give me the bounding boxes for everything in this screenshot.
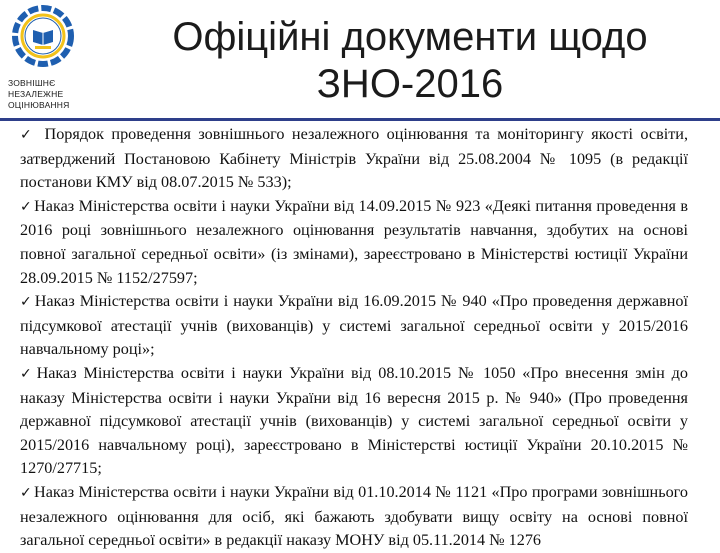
document-text: Наказ Міністерства освіти і науки України від 01.10.2014 № 1121 «Про програми зовнішнього незалежного оцінювання для осіб, які бажають здобувати вищу освіту на основі повної загальної середньої освіти» в редакції наказу МОНУ від 05.11.2014 № 1276	[20, 482, 688, 550]
checkmark-icon: ✓	[20, 365, 35, 382]
page-title	[130, 14, 690, 108]
header-divider	[0, 118, 720, 121]
logo-caption	[8, 78, 88, 111]
page-title-line: ЗНО-2016	[316, 62, 504, 106]
document-item	[20, 290, 688, 362]
document-item	[20, 195, 688, 290]
document-text: Наказ Міністерства освіти і науки України від 08.10.2015 № 1050 «Про внесення змін до наказу Міністерства освіти і науки України від 16 вересня 2015 р. № 940» (Про проведення державної підсумкової атестації учнів (вихованців) у системі загальної середньої освіти у 2015/2016 навчальному році), зареєстровано в Міністерстві юстиції України 20.10.2015 № 1270/27715;	[20, 363, 689, 478]
document-item	[20, 481, 688, 553]
document-text: Наказ Міністерства освіти і науки України від 14.09.2015 № 923 «Деякі питання проведення в 2016 році зовнішнього незалежного оцінювання результатів навчання, здобутих на основі повної загальної середньої освіти» (із змінами), зареєстровано в Міністерстві юстиції України 28.09.2015 № 1152/27597;	[20, 196, 688, 287]
document-list	[20, 123, 688, 553]
checkmark-icon: ✓	[20, 127, 36, 143]
checkmark-icon: ✓	[20, 198, 33, 215]
document-item	[20, 362, 688, 481]
logo-caption-line: ОЦІНЮВАННЯ	[8, 100, 70, 110]
document-text: Наказ Міністерства освіти і науки України від 16.09.2015 № 940 «Про проведення державної підсумкової атестації учнів (вихованців) у системі загальної середньої освіти у 2015/2016 навчальному році»;	[20, 292, 688, 359]
logo-caption-line: НЕЗАЛЕЖНЕ	[8, 89, 64, 99]
logo	[4, 2, 80, 114]
checkmark-icon: ✓	[20, 294, 33, 311]
logo-emblem-icon	[12, 2, 74, 74]
document-text: Порядок проведення зовнішнього незалежного оцінювання та моніторингу якості освіти, затверджений Постановою Кабінету Міністрів України від 25.08.2004 № 1095 (в редакції постанови КМУ від 08.07.2015 № 533);	[20, 125, 689, 192]
checkmark-icon: ✓	[20, 484, 33, 501]
logo-caption-line: ЗОВНІШНЄ	[8, 78, 56, 88]
document-item	[20, 123, 688, 195]
page-title-line: Офіційні документи щодо	[172, 15, 648, 59]
